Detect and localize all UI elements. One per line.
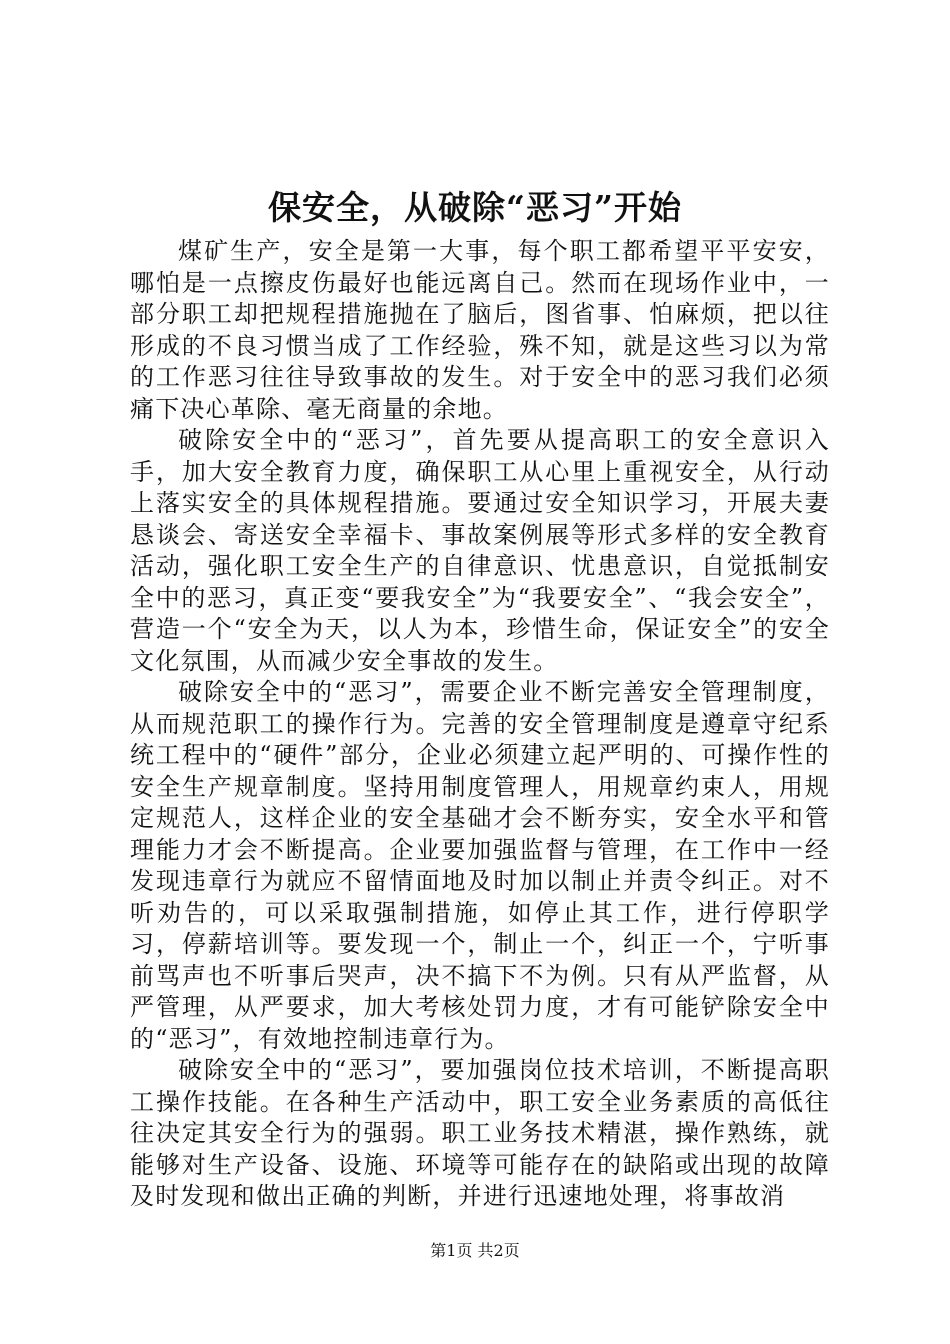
document-body xyxy=(130,236,830,1213)
paragraph-1: 煤矿生产，安全是第一大事，每个职工都希望平平安安，哪怕是一点擦皮伤最好也能远离自己。然而在现场作业中，一部分职工却把规程措施抛在了脑后，图省事、怕麻烦，把以往形成的不良习惯当成了工作经验，殊不知，就是这些习以为常的工作恶习往往导致事故的发生。对于安全中的恶习我们必须痛下决心革除、毫无商量的余地。 xyxy=(130,237,830,423)
paragraph-4: 破除安全中的“恶习”，要加强岗位技术培训，不断提高职工操作技能。在各种生产活动中，职工安全业务素质的高低往往决定其安全行为的强弱。职工业务技术精湛，操作熟练，就能够对生产设备、设施、环境等可能存在的缺陷或出现的故障及时发现和做出正确的判断，并进行迅速地处理，将事故消 xyxy=(130,1056,830,1210)
page-number-footer: 第1页 共2页 xyxy=(430,1241,520,1260)
document-title: 保安全，从破除“恶习”开始 xyxy=(268,188,682,227)
paragraph-3: 破除安全中的“恶习”，需要企业不断完善安全管理制度，从而规范职工的操作行为。完善的安全管理制度是遵章守纪系统工程中的“硬件”部分，企业必须建立起严明的、可操作性的安全生产规章制度。坚持用制度管理人，用规章约束人，用规定规范人，这样企业的安全基础才会不断夯实，安全水平和管理能力才会不断提高。企业要加强监督与管理，在工作中一经发现违章行为就应不留情面地及时加以制止并责令纠正。对不听劝告的，可以采取强制措施，如停止其工作，进行停职学习，停薪培训等。要发现一个，制止一个，纠正一个，宁听事前骂声也不听事后哭声，决不搞下不为例。只有从严监督，从严管理，从严要求，加大考核处罚力度，才有可能铲除安全中的“恶习”，有效地控制违章行为。 xyxy=(130,678,830,1053)
paragraph-2: 破除安全中的“恶习”，首先要从提高职工的安全意识入手，加大安全教育力度，确保职工从心里上重视安全，从行动上落实安全的具体规程措施。要通过安全知识学习，开展夫妻恳谈会、寄送安全幸福卡、事故案例展等形式多样的安全教育活动，强化职工安全生产的自律意识、忧患意识，自觉抵制安全中的恶习，真正变“要我安全”为“我要安全”、“我会安全”，营造一个“安全为天，以人为本，珍惜生命，保证安全”的安全文化氛围，从而减少安全事故的发生。 xyxy=(130,426,830,675)
